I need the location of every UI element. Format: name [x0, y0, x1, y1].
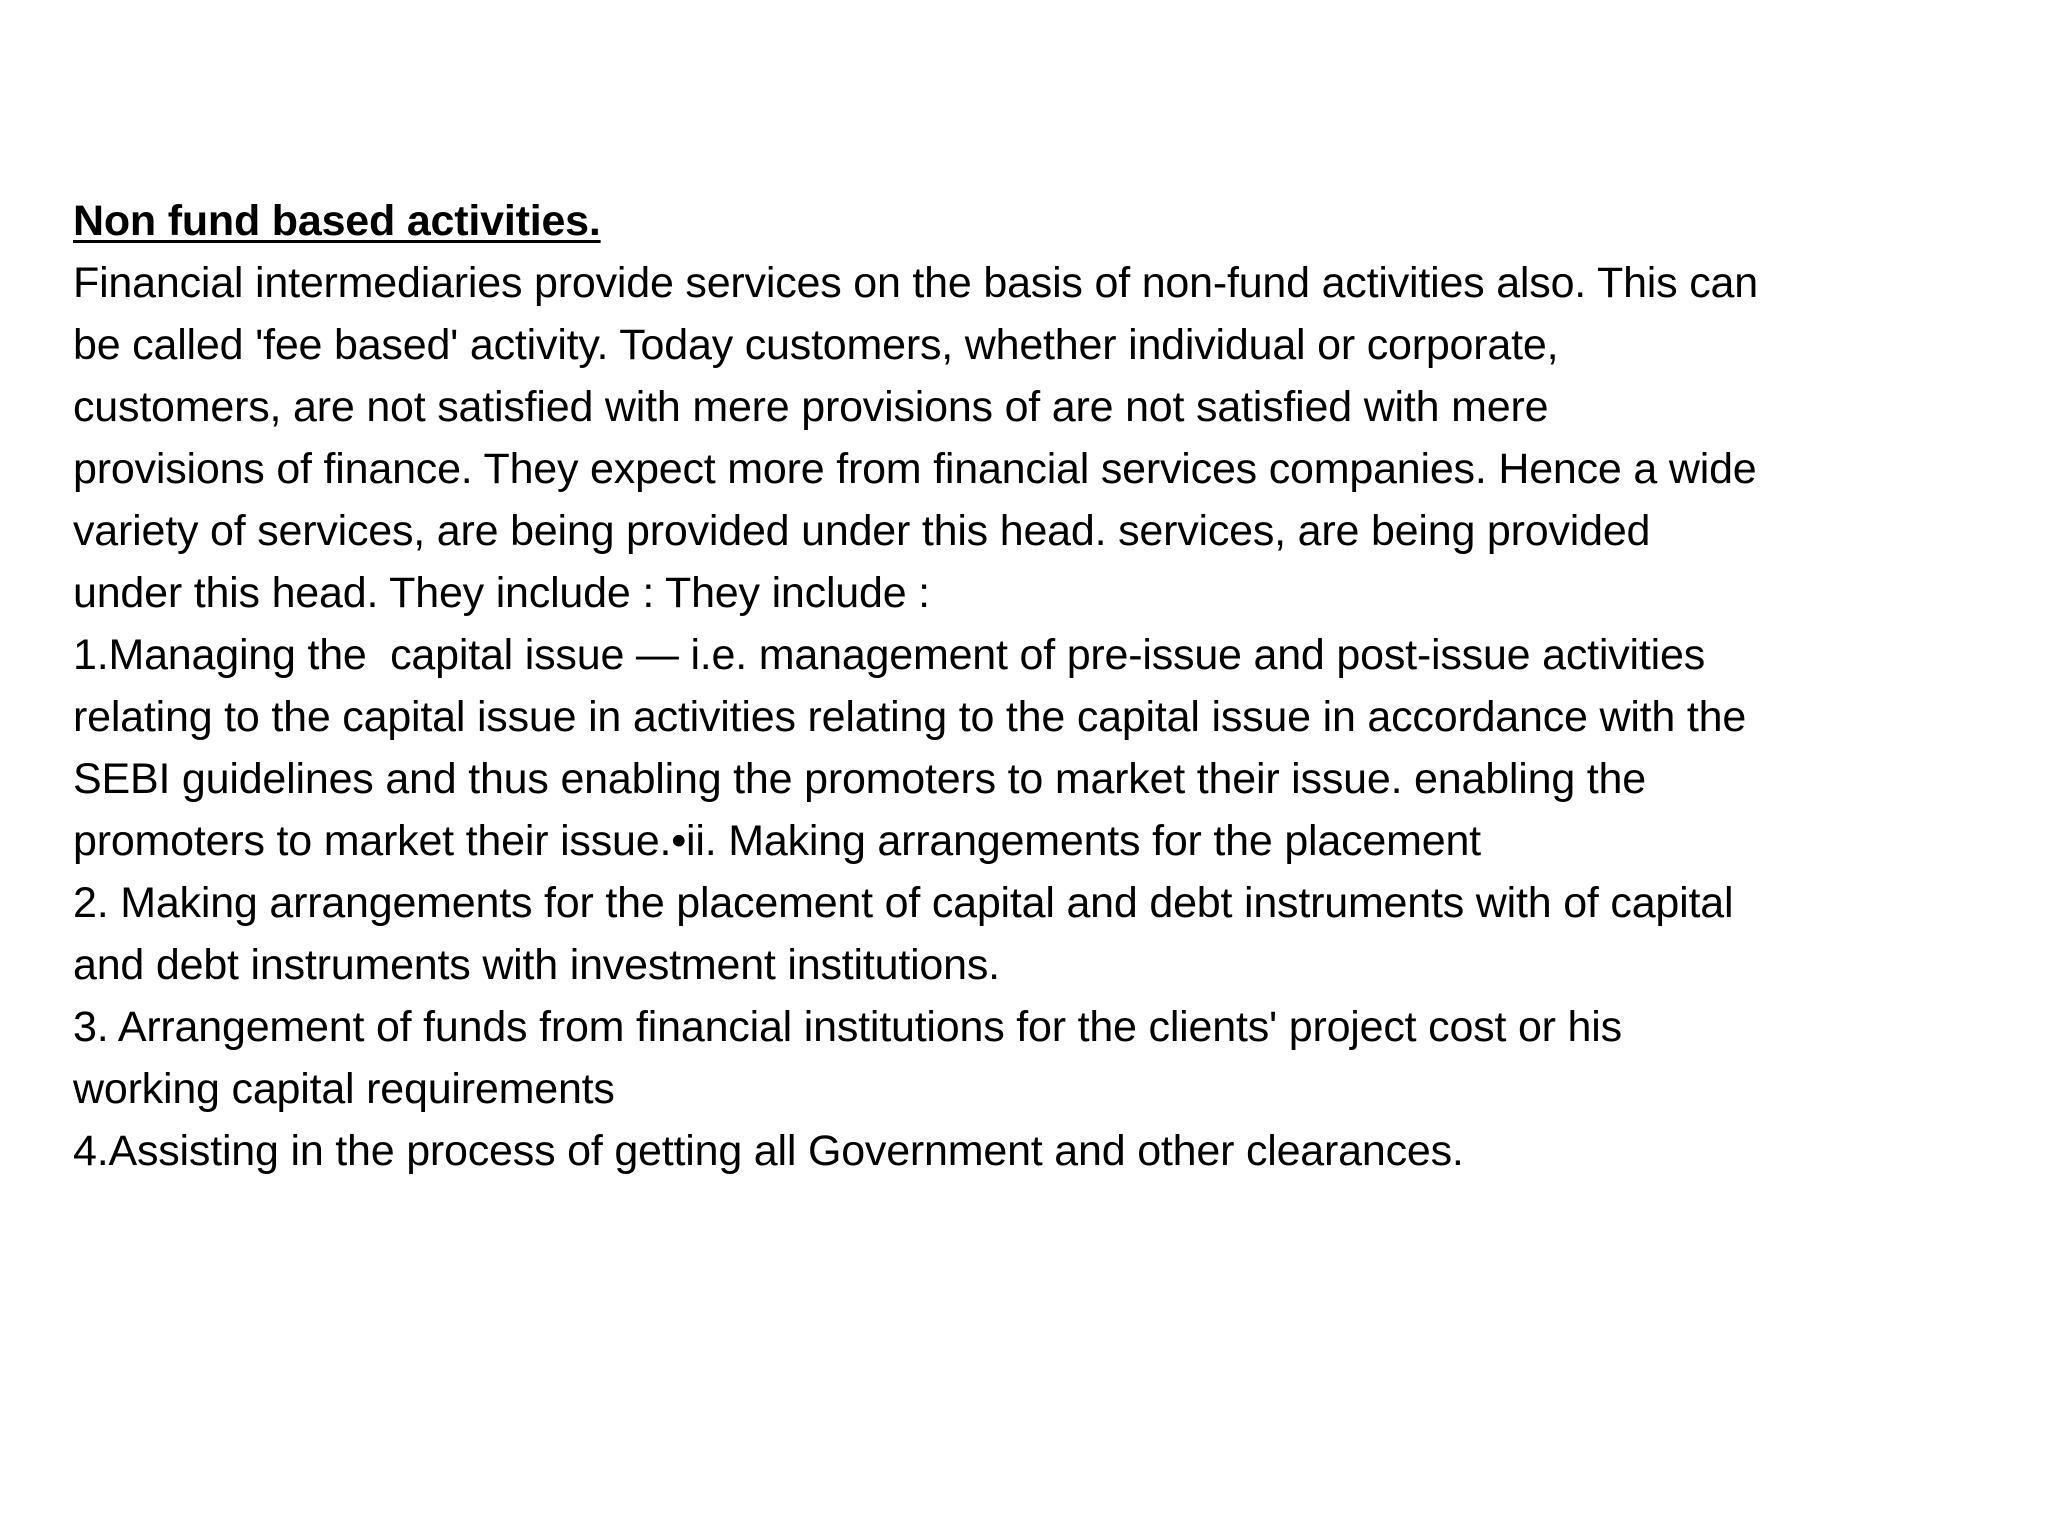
heading: Non fund based activities. [73, 197, 601, 245]
paragraph-line: variety of services, are being provided under this head. services, are being provided [73, 507, 1651, 555]
paragraph-line: provisions of finance. They expect more from financial services companies. Hence a wide [73, 445, 1757, 493]
list-item-3-line: 3. Arrangement of funds from financial institutions for the clients' project cost or his [73, 1003, 1622, 1051]
list-item-1-line: relating to the capital issue in activities relating to the capital issue in accordance with the [73, 693, 1747, 741]
list-item-2-line: 2. Making arrangements for the placement of capital and debt instruments with of capital [73, 879, 1734, 927]
list-item-1-line: 1.Managing the capital issue — i.e. management of pre-issue and post-issue activities [73, 631, 1706, 679]
list-item-1-line: SEBI guidelines and thus enabling the promoters to market their issue. enabling the [73, 755, 1646, 803]
text-body [73, 190, 1973, 1182]
paragraph-line: Financial intermediaries provide services on the basis of non-fund activities also. This can [73, 259, 1758, 307]
list-item-3-line: working capital requirements [73, 1065, 615, 1113]
list-item-1-line: promoters to market their issue.•ii. Making arrangements for the placement [73, 817, 1481, 865]
paragraph-line: under this head. They include : They include : [73, 569, 930, 617]
paragraph-line: be called 'fee based' activity. Today customers, whether individual or corporate, [73, 321, 1559, 369]
paragraph-line: customers, are not satisfied with mere provisions of are not satisfied with mere [73, 383, 1549, 431]
list-item-4-line: 4.Assisting in the process of getting all Government and other clearances. [73, 1127, 1464, 1175]
list-item-2-line: and debt instruments with investment institutions. [73, 941, 1000, 989]
